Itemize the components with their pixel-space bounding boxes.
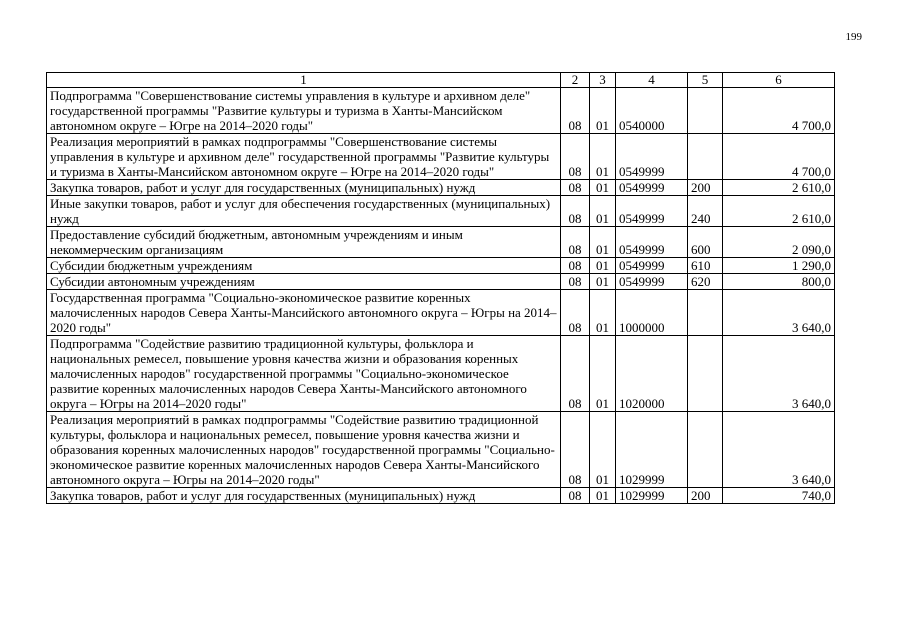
column-header: 6	[723, 73, 835, 88]
row-expense-type: 600	[688, 227, 723, 258]
row-amount: 2 610,0	[723, 180, 835, 196]
row-target-article: 1000000	[616, 290, 688, 336]
row-target-article: 0549999	[616, 134, 688, 180]
budget-table	[46, 72, 835, 504]
row-name: Иные закупки товаров, работ и услуг для обеспечения государственных (муниципальных) нужд	[47, 196, 561, 227]
table-row	[47, 336, 835, 412]
row-amount: 3 640,0	[723, 290, 835, 336]
row-section: 08	[561, 227, 590, 258]
row-section: 08	[561, 274, 590, 290]
row-subsection: 01	[590, 180, 616, 196]
page-number: 199	[845, 31, 862, 43]
table-row	[47, 258, 835, 274]
row-amount: 3 640,0	[723, 412, 835, 488]
row-subsection: 01	[590, 412, 616, 488]
column-header: 2	[561, 73, 590, 88]
row-section: 08	[561, 290, 590, 336]
row-expense-type: 620	[688, 274, 723, 290]
table-row	[47, 180, 835, 196]
row-section: 08	[561, 336, 590, 412]
row-expense-type: 200	[688, 488, 723, 504]
table-row	[47, 88, 835, 134]
row-expense-type: 200	[688, 180, 723, 196]
row-target-article: 0540000	[616, 88, 688, 134]
row-expense-type	[688, 290, 723, 336]
table-row	[47, 412, 835, 488]
row-name: Субсидии бюджетным учреждениям	[47, 258, 561, 274]
row-expense-type	[688, 88, 723, 134]
row-amount: 4 700,0	[723, 88, 835, 134]
row-section: 08	[561, 134, 590, 180]
row-target-article: 0549999	[616, 196, 688, 227]
row-subsection: 01	[590, 196, 616, 227]
row-target-article: 0549999	[616, 180, 688, 196]
row-amount: 740,0	[723, 488, 835, 504]
row-amount: 2 090,0	[723, 227, 835, 258]
row-name: Закупка товаров, работ и услуг для государственных (муниципальных) нужд	[47, 180, 561, 196]
row-expense-type	[688, 134, 723, 180]
row-expense-type	[688, 412, 723, 488]
row-section: 08	[561, 180, 590, 196]
row-name: Государственная программа "Социально-экономическое развитие коренных малочисленных народов Севера Ханты-Мансийского автономного округа – Югры на 2014–2020 годы"	[47, 290, 561, 336]
row-expense-type: 240	[688, 196, 723, 227]
row-target-article: 0549999	[616, 258, 688, 274]
row-subsection: 01	[590, 488, 616, 504]
row-section: 08	[561, 258, 590, 274]
row-name: Закупка товаров, работ и услуг для государственных (муниципальных) нужд	[47, 488, 561, 504]
table-header-row	[47, 73, 835, 88]
row-section: 08	[561, 196, 590, 227]
row-target-article: 1029999	[616, 412, 688, 488]
table-row	[47, 488, 835, 504]
row-name: Реализация мероприятий в рамках подпрограммы "Совершенствование системы управления в культуре и архивном деле" государственной программы "Развитие культуры и туризма в Ханты-Мансийском автономном округе – Югре на 2014–2020 годы"	[47, 134, 561, 180]
column-header: 3	[590, 73, 616, 88]
row-name: Реализация мероприятий в рамках подпрограммы "Содействие развитию традиционной культуры, фольклора и национальных ремесел, повышение уровня качества жизни и образования коренных малочисленных народов" государственной программы "Социально-экономическое развитие коренных малочисленных народов Севера Ханты-Мансийского автономного округа – Югры на 2014–2020 годы"	[47, 412, 561, 488]
row-amount: 1 290,0	[723, 258, 835, 274]
row-amount: 800,0	[723, 274, 835, 290]
row-name: Предоставление субсидий бюджетным, автономным учреждениям и иным некоммерческим организациям	[47, 227, 561, 258]
row-subsection: 01	[590, 258, 616, 274]
row-subsection: 01	[590, 274, 616, 290]
column-header: 5	[688, 73, 723, 88]
table-row	[47, 290, 835, 336]
row-expense-type	[688, 336, 723, 412]
row-subsection: 01	[590, 134, 616, 180]
row-amount: 3 640,0	[723, 336, 835, 412]
row-subsection: 01	[590, 336, 616, 412]
row-amount: 2 610,0	[723, 196, 835, 227]
table-row	[47, 274, 835, 290]
table-row	[47, 134, 835, 180]
row-subsection: 01	[590, 290, 616, 336]
table-row	[47, 196, 835, 227]
row-expense-type: 610	[688, 258, 723, 274]
row-subsection: 01	[590, 227, 616, 258]
row-subsection: 01	[590, 88, 616, 134]
row-name: Подпрограмма "Совершенствование системы управления в культуре и архивном деле" государственной программы "Развитие культуры и туризма в Ханты-Мансийском автономном округе – Югре на 2014–2020 годы"	[47, 88, 561, 134]
row-target-article: 1020000	[616, 336, 688, 412]
row-section: 08	[561, 412, 590, 488]
row-section: 08	[561, 488, 590, 504]
table-row	[47, 227, 835, 258]
column-header: 1	[47, 73, 561, 88]
row-target-article: 0549999	[616, 227, 688, 258]
row-section: 08	[561, 88, 590, 134]
row-target-article: 0549999	[616, 274, 688, 290]
column-header: 4	[616, 73, 688, 88]
row-name: Субсидии автономным учреждениям	[47, 274, 561, 290]
row-name: Подпрограмма "Содействие развитию традиционной культуры, фольклора и национальных ремесел, повышение уровня качества жизни и образования коренных малочисленных народов" государственной программы "Социально-экономическое развитие коренных малочисленных народов Севера Ханты-Мансийского автономного округа – Югры на 2014–2020 годы"	[47, 336, 561, 412]
row-amount: 4 700,0	[723, 134, 835, 180]
row-target-article: 1029999	[616, 488, 688, 504]
